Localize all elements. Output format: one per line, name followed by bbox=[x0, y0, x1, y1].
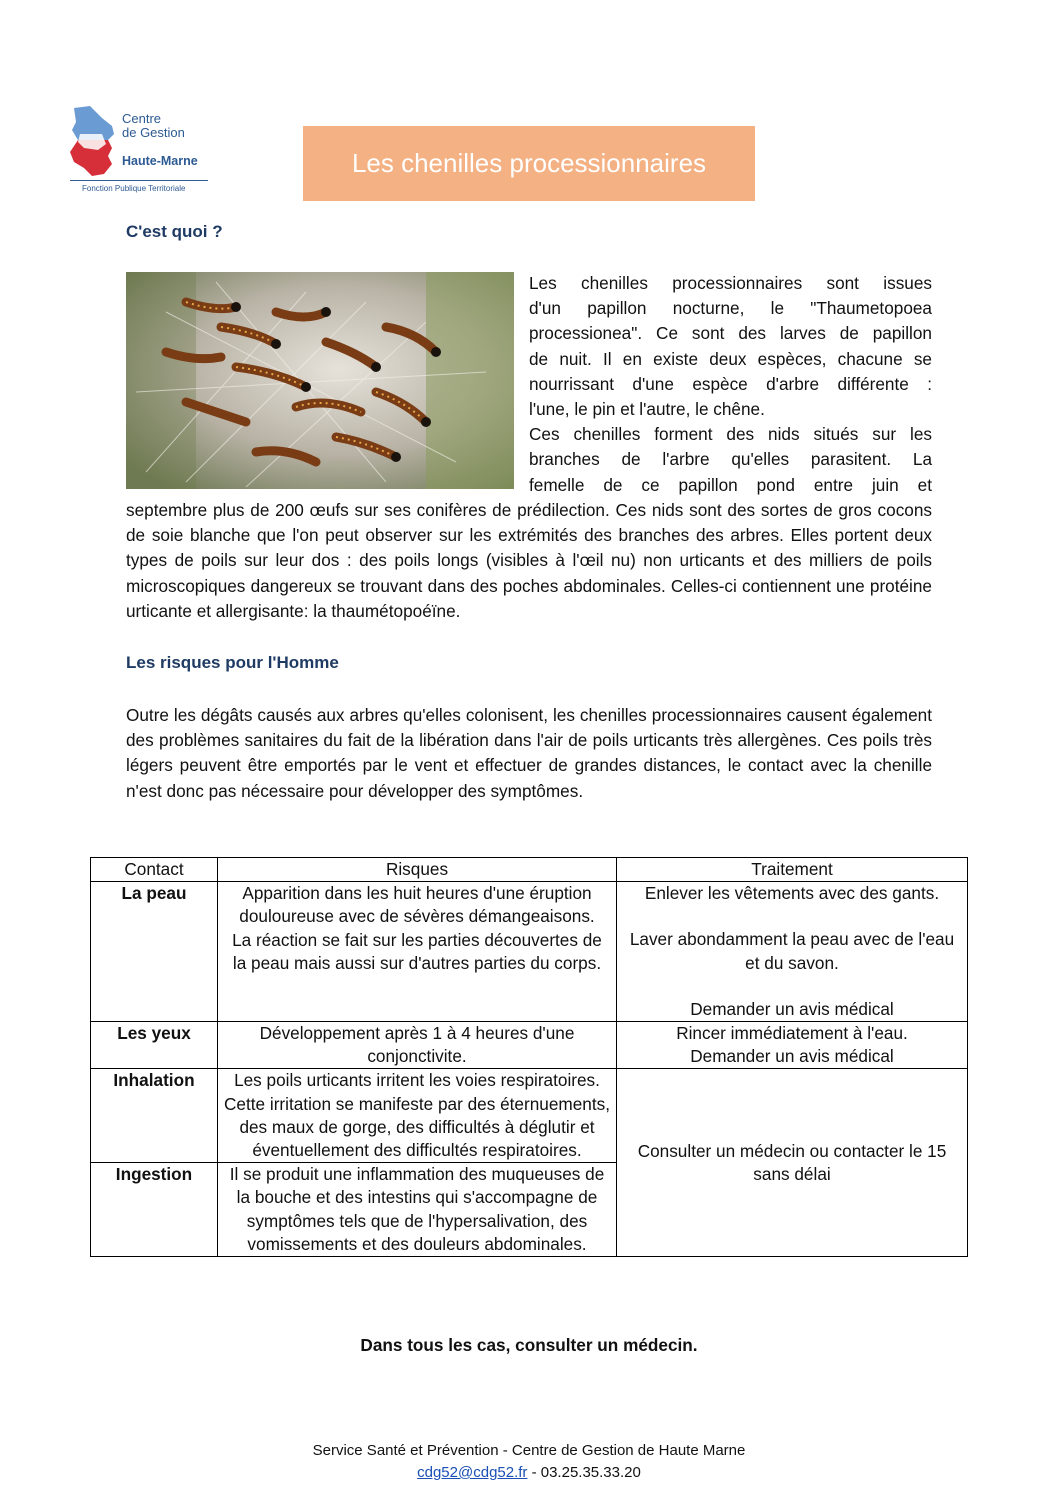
risks-table bbox=[90, 857, 968, 1257]
risks-paragraph: Outre les dégâts causés aux arbres qu'elles colonisent, les chenilles processionnaires causent également des problèmes sanitaires du fait de la libération dans l'air de poils urticants très allergènes. Ces poils très légers peuvent être emportés par le vent et effectuer de grandes distances, le contact avec la chenille n'est donc pas nécessaire pour développer des symptômes. bbox=[126, 705, 932, 801]
intro-line: de nuit. Il en existe deux espèces, chacune se bbox=[529, 348, 932, 369]
logo-line-2: de Gestion bbox=[122, 125, 185, 140]
risks-cell bbox=[218, 1022, 617, 1069]
risks-cell bbox=[218, 1069, 617, 1163]
header-risks: Risques bbox=[218, 858, 617, 882]
treatment-cell bbox=[617, 1022, 968, 1069]
treatment-text: Laver abondamment la peau avec de l'eau et du savon. bbox=[629, 929, 955, 973]
footer bbox=[0, 1440, 1058, 1484]
header-treatment: Traitement bbox=[617, 858, 968, 882]
table-row bbox=[91, 1069, 968, 1163]
risks-heading: Les risques pour l'Homme bbox=[126, 653, 339, 672]
contact-cell: Les yeux bbox=[91, 1022, 218, 1069]
table-row bbox=[91, 1022, 968, 1069]
intro-line: femelle de ce papillon pond entre juin et bbox=[529, 474, 932, 495]
logo-divider bbox=[70, 180, 208, 181]
table-header-row bbox=[91, 858, 968, 882]
risks-cell bbox=[218, 1163, 617, 1257]
logo bbox=[68, 104, 216, 196]
risk-text: Apparition dans les huit heures d'une éruption douloureuse avec de sévères démangeaisons. bbox=[239, 883, 595, 927]
intro-line: branches de l'arbre qu'elles parasitent. La bbox=[529, 449, 932, 470]
intro-line: Ces chenilles forment des nids situés sur les bbox=[529, 424, 932, 445]
page-title: Les chenilles processionnaires bbox=[303, 126, 755, 201]
intro-paragraph-continued: septembre plus de 200 œufs sur ses conifères de prédilection. Ces nids sont des sortes de gros cocons de soie blanche que l'on peut observer sur les extrémités des branches des arbres. Elles portent deux types de poils sur leur dos : des poils longs (visibles à l'œil nu) non urticants et des milliers de poils microscopiques dangereux se trouvant dans des poches abdominales. Celles-ci contiennent une protéine urticante et allergisante: la thaumétopoéïne. bbox=[126, 500, 932, 621]
intro-paragraph-column bbox=[529, 271, 932, 498]
contact-cell: La peau bbox=[91, 882, 218, 1022]
footer-email-link[interactable]: cdg52@cdg52.fr bbox=[417, 1464, 528, 1481]
header-contact: Contact bbox=[91, 858, 218, 882]
risks-cell bbox=[218, 882, 617, 1022]
risk-text: Les poils urticants irritent les voies respiratoires. Cette irritation se manifeste par des éternuements, des maux de gorge, des difficultés à déglutir et éventuellement des difficultés respiratoires. bbox=[224, 1070, 610, 1161]
footer-contact-line bbox=[0, 1462, 1058, 1484]
logo-line-3: Haute-Marne bbox=[122, 154, 198, 168]
treatment-text: Demander un avis médical bbox=[690, 998, 894, 1019]
caterpillar-nest-photo bbox=[126, 272, 514, 489]
treatment-text: Rincer immédiatement à l'eau. bbox=[676, 1023, 908, 1044]
footer-service-line: Service Santé et Prévention - Centre de Gestion de Haute Marne bbox=[312, 1442, 746, 1459]
logo-line-1: Centre bbox=[122, 111, 162, 126]
footer-phone: - 03.25.35.33.20 bbox=[527, 1464, 641, 1481]
intro-line: Les chenilles processionnaires sont issues bbox=[529, 273, 932, 293]
risk-text: Développement après 1 à 4 heures d'une conjonctivite. bbox=[259, 1023, 575, 1067]
haute-marne-map-icon bbox=[68, 104, 128, 184]
shared-treatment-cell: Consulter un médecin ou contacter le 15 sans délai bbox=[617, 1069, 968, 1257]
treatment-text: Enlever les vêtements avec des gants. bbox=[644, 883, 940, 904]
intro-line: d'un papillon nocturne, le "Thaumetopoea bbox=[529, 298, 932, 319]
intro-heading: C'est quoi ? bbox=[126, 222, 223, 241]
intro-line: nourrissant d'une espèce d'arbre différente : bbox=[529, 373, 932, 394]
logo-subtitle: Fonction Publique Territoriale bbox=[82, 184, 186, 193]
contact-cell: Inhalation bbox=[91, 1069, 218, 1163]
contact-cell: Ingestion bbox=[91, 1163, 218, 1257]
risk-text: La réaction se fait sur les parties découvertes de la peau mais aussi sur d'autres parties du corps. bbox=[232, 929, 602, 973]
conclusion-text: Dans tous les cas, consulter un médecin. bbox=[360, 1335, 698, 1355]
table-row bbox=[91, 882, 968, 1022]
intro-line: processionea". Ce sont des larves de papillon bbox=[529, 323, 932, 344]
intro-line: l'une, le pin et l'autre, le chêne. bbox=[529, 399, 765, 420]
treatment-cell bbox=[617, 882, 968, 1022]
risk-text: Il se produit une inflammation des muqueuses de la bouche et des intestins qui s'accompagne de symptômes tels que de l'hypersalivation, des vomissements et des douleurs abdominales. bbox=[229, 1164, 605, 1254]
treatment-text: Demander un avis médical bbox=[690, 1046, 894, 1067]
